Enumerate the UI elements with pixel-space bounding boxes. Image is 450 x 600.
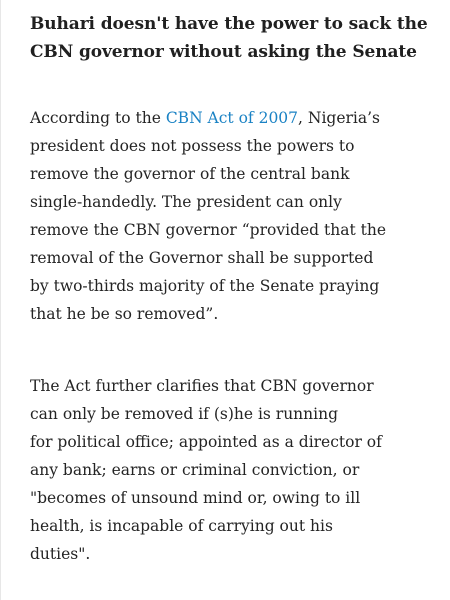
paragraph-line: single-handedly. The president can only <box>30 193 342 211</box>
paragraph-line: health, is incapable of carrying out his <box>30 517 333 535</box>
paragraph-line: any bank; earns or criminal conviction, or <box>30 461 360 479</box>
paragraph-line: can only be removed if (s)he is running <box>30 405 339 423</box>
left-divider <box>0 0 1 600</box>
paragraph-removal-conditions <box>30 372 440 568</box>
paragraph-text: , Nigeria’s <box>298 109 380 127</box>
paragraph-line: for political office; appointed as a director of <box>30 433 382 451</box>
paragraph-line: The Act further clarifies that CBN governor <box>30 377 374 395</box>
paragraph-cbn-act <box>30 104 440 328</box>
paragraph-line: removal of the Governor shall be supported <box>30 249 374 267</box>
article-heading <box>30 10 440 66</box>
paragraph-line: remove the governor of the central bank <box>30 165 350 183</box>
paragraph-line: "becomes of unsound mind or, owing to ill <box>30 489 361 507</box>
paragraph-line: remove the CBN governor “provided that the <box>30 221 387 239</box>
heading-line: Buhari doesn't have the power to sack the <box>30 14 428 34</box>
paragraph-line: duties". <box>30 545 91 563</box>
paragraph-line: that he be so removed”. <box>30 305 219 323</box>
cbn-act-link[interactable]: CBN Act of 2007 <box>165 109 299 127</box>
paragraph-line: by two-thirds majority of the Senate praying <box>30 277 380 295</box>
heading-line: CBN governor without asking the Senate <box>30 42 417 62</box>
paragraph-text: According to the <box>30 109 166 127</box>
paragraph-line: president does not possess the powers to <box>30 137 355 155</box>
paragraph-line <box>30 104 440 132</box>
